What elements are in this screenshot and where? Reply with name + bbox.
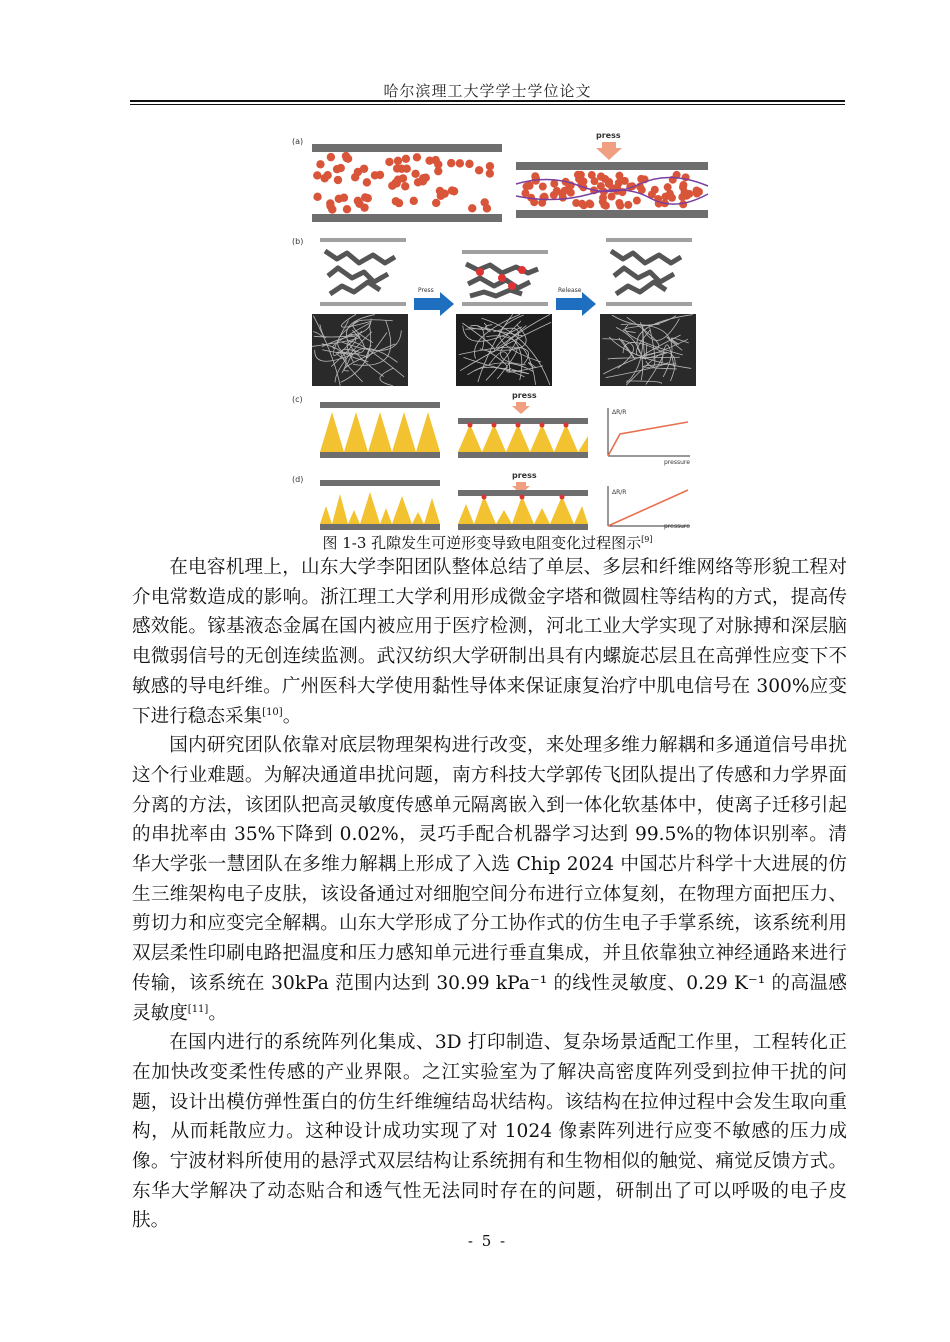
particle [624, 201, 632, 209]
particle [401, 182, 409, 190]
foam-structure-released [606, 238, 692, 306]
particle [486, 169, 494, 177]
particle [402, 155, 410, 163]
particle [480, 198, 488, 206]
panel-label-b: (b) [292, 237, 304, 246]
particle [399, 174, 407, 182]
citation: [10] [262, 706, 283, 718]
particle [621, 177, 629, 185]
page-number: - 5 - [467, 1232, 508, 1250]
paragraph: 国内研究团队依靠对底层物理架构进行改变，来处理多维力解耦和多通道信号串扰这个行业难题。为解决通道串扰问题，南方科技大学郭传飞团队提出了传感和力学界面分离的方法，该团队把高灵敏度传感单元隔离嵌入到一体化软基体中，使离子迁移引起的串扰率由 35%下降到 0.02%，灵巧手配合机器学习达到 99.5%的物体识别率。清华大学张一慧团队在多维力解耦上形成了入选 Chip 2024 中国芯片科学十大进展的仿生三维架构电子皮肤，该设备通过对细胞空间分布进行立体复刻，在物理方面把压力、剪切力和应变完全解耦。山东大学形成了分工协作式的仿生电子手掌系统，该系统利用双层柔性印刷电路把温度和压力感知单元进行垂直集成，并且依靠独立神经通路来进行传输，该系统在 30kPa 范围内达到 30.99 kPa⁻¹ 的线性灵敏度、0.29 K⁻¹ 的高温感灵敏度[11]。 [132, 735, 847, 1024]
particle [486, 162, 494, 170]
particle [413, 153, 421, 161]
particle [395, 199, 403, 207]
particle [651, 186, 659, 194]
particle [456, 159, 464, 167]
figure-1-3 [290, 126, 715, 530]
svg-text:ΔR/R: ΔR/R [612, 409, 627, 416]
particle [394, 157, 402, 165]
electrode-top-a-right [516, 162, 708, 170]
particle [561, 187, 569, 195]
paragraph: 在国内进行的系统阵列化集成、3D 打印制造、复杂场景适配工作里，工程转化正在加快改变柔性传感的产业界限。之江实验室为了解决高密度阵列受到拉伸干扰的问题，设计出模仿弹性蛋白的仿生纤维缠结岛状结构。该结构在拉伸过程中会发生取向重构，从而耗散应力。这种设计成功实现了对 1024 像素阵列进行应变不敏感的压力成像。宁波材料所使用的悬浮式双层结构让系统拥有和生物相似的触觉、痛觉反馈方式。东华大学解决了动态贴合和透气性无法同时存在的问题，研制出了可以呼吸的电子皮肤。 [132, 1032, 847, 1232]
electrode-bottom-d [320, 524, 440, 530]
paragraph: 在电容机理上，山东大学李阳团队整体总结了单层、多层和纤维网络等形貌工程对介电常数造成的影响。浙江理工大学利用形成微金字塔和微圆柱等结构的方式，提高传感效能。镓基液态金属在国内被应用于医疗检测，河北工业大学实现了对脉搏和深层脑电微弱信号的无创连续监测。武汉纺织大学研制出具有内螺旋芯层且在高弹性应变下不敏感的导电纤维。广州医科大学使用黏性导体来保证康复治疗中肌电信号在 300%应变下进行稳态采集[10]。 [132, 557, 847, 727]
particle [475, 166, 483, 174]
particle [434, 167, 442, 175]
particle [397, 165, 405, 173]
particle [572, 199, 580, 207]
particle [633, 197, 641, 205]
particle [465, 160, 473, 168]
particle [580, 201, 588, 209]
press-label-a: press [596, 131, 621, 140]
electrode-top-a-left [312, 144, 502, 152]
particle [419, 177, 427, 185]
particle [432, 199, 440, 207]
particle [468, 204, 476, 212]
pyramid-array-pressed [458, 424, 588, 452]
particle [334, 176, 342, 184]
particle [337, 164, 345, 172]
particle [410, 197, 418, 205]
press-arrow-icon [596, 142, 622, 160]
foam-structure-pressed [462, 250, 548, 306]
particle [327, 153, 335, 161]
particles-dispersed [313, 152, 494, 214]
running-header: 哈尔滨理工大学学士学位论文 [383, 82, 592, 100]
particle [440, 189, 448, 197]
citation: [11] [187, 1003, 209, 1015]
press-arrow-blue-icon [414, 292, 454, 316]
particle [616, 202, 624, 210]
particle [550, 180, 558, 188]
panel-label-d: (d) [292, 475, 304, 484]
release-arrow-icon [556, 292, 596, 316]
particle [588, 171, 596, 179]
body-text [132, 553, 847, 1236]
particle [363, 178, 371, 186]
particle [666, 190, 674, 198]
svg-text:ΔR/R: ΔR/R [612, 489, 627, 496]
particle [599, 198, 607, 206]
particle [411, 170, 419, 178]
response-plot-d [608, 486, 690, 530]
particle [371, 171, 379, 179]
header-rule-thick [130, 100, 845, 102]
particle [360, 203, 368, 211]
panel-label-c: (c) [292, 395, 303, 404]
electrode-bottom-a-left [312, 214, 502, 222]
random-microstructure-pressed [458, 496, 588, 524]
particle [385, 158, 393, 166]
electrode-bottom-c [320, 452, 440, 458]
particle [532, 175, 540, 183]
electrode-top-c-pressed [458, 418, 588, 424]
press-arrow-label: Press [418, 287, 434, 294]
electrode-bottom-c-pressed [458, 452, 588, 458]
particle [328, 205, 336, 213]
pyramid-array-initial [320, 412, 440, 452]
response-plot-c [608, 408, 690, 466]
particle [447, 159, 455, 167]
press-label-c: press [512, 391, 537, 400]
press-label-d: press [512, 471, 537, 480]
particle [425, 156, 433, 164]
svg-text:pressure: pressure [664, 459, 690, 466]
particle [335, 195, 343, 203]
press-arrow-c-icon [512, 402, 530, 414]
electrode-bottom-a-right [516, 210, 708, 218]
particle [342, 152, 350, 160]
sem-image-initial [312, 314, 408, 386]
svg-text:pressure: pressure [664, 523, 690, 530]
caption-reference: [9] [641, 535, 653, 544]
particle [323, 171, 331, 179]
header-rule-thin [130, 104, 845, 105]
electrode-bottom-d-pressed [458, 524, 588, 530]
particle [693, 189, 701, 197]
particle [361, 193, 369, 201]
random-microstructure-initial [320, 492, 440, 524]
particle [316, 160, 324, 168]
panel-label-a: (a) [292, 137, 304, 146]
particle [539, 182, 547, 190]
particle [313, 193, 321, 201]
electrode-top-c [320, 402, 440, 408]
figure-caption: 图 1-3 孔隙发生可逆形变导致电阻变化过程图示[9] [322, 534, 653, 552]
release-arrow-label: Release [558, 287, 582, 294]
particle [525, 181, 533, 189]
foam-structure-initial [320, 238, 406, 306]
particle [679, 181, 687, 189]
particle [343, 205, 351, 213]
particle [354, 197, 362, 205]
particle [605, 180, 613, 188]
particle [313, 171, 321, 179]
particle [685, 190, 693, 198]
particle [354, 168, 362, 176]
particle [448, 186, 456, 194]
electrode-top-d [320, 480, 440, 486]
particle [550, 191, 558, 199]
